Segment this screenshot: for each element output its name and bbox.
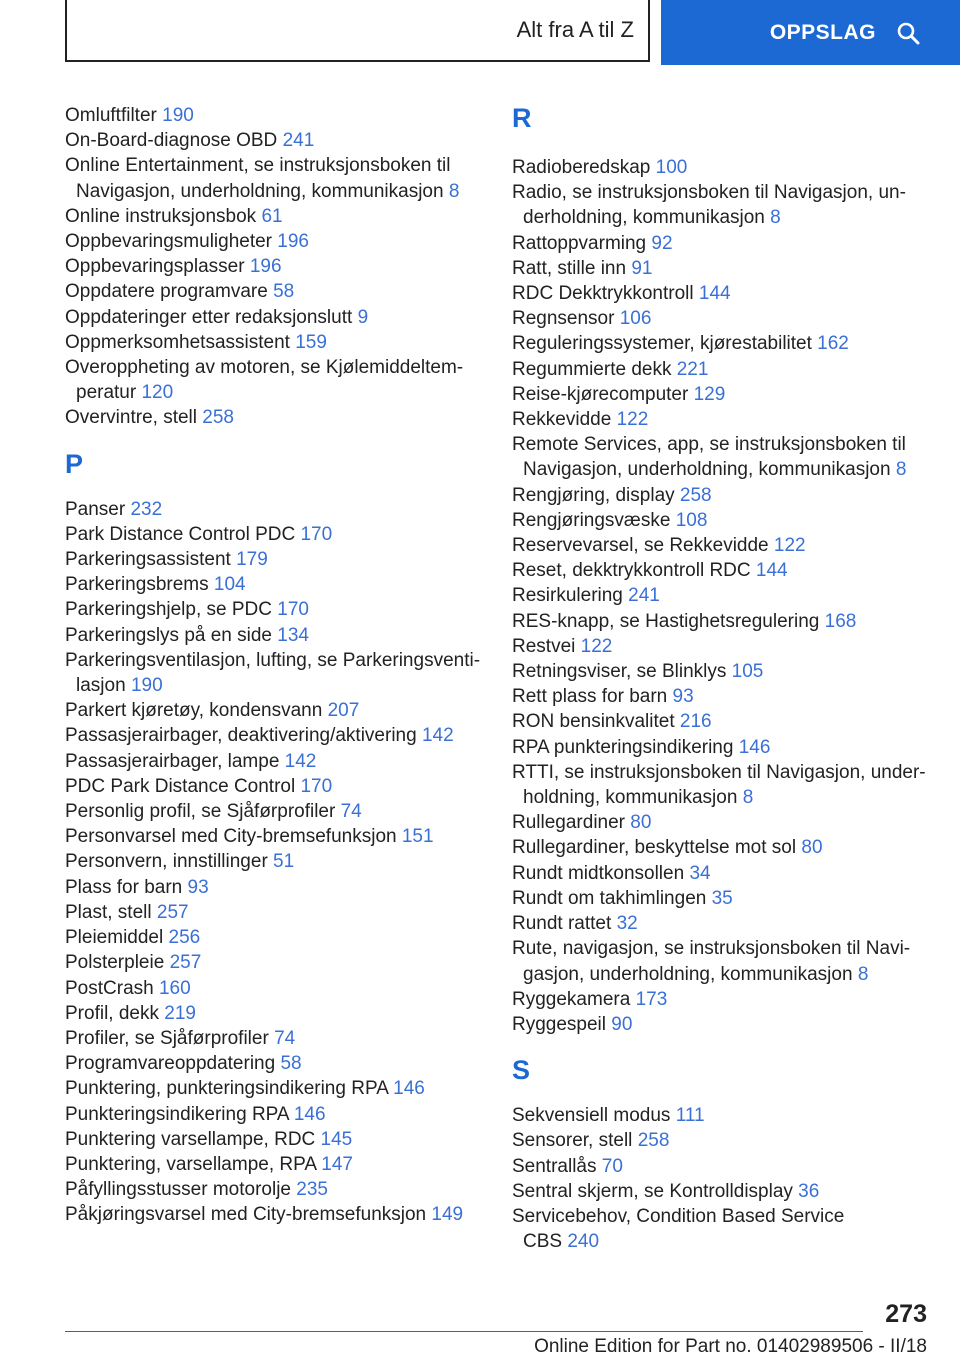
index-entry-text: Polsterpleie [65, 952, 165, 974]
index-entry-text: Radioberedskap [512, 157, 651, 178]
index-entry [65, 103, 485, 128]
index-entry-text: Oppmerksomhetsassistent [65, 331, 290, 353]
section-title: Alt fra A til Z [65, 0, 650, 62]
index-entry [65, 305, 485, 330]
index-entry-text: Profil, dekk [65, 1002, 159, 1024]
page-link[interactable]: 80 [630, 812, 652, 834]
page-link[interactable]: 258 [202, 407, 234, 429]
page-link[interactable]: 105 [731, 661, 764, 683]
index-entry [512, 231, 942, 256]
index-entry-continuation: peratur [76, 382, 137, 404]
page-link[interactable]: 240 [567, 1231, 600, 1253]
index-entry [512, 634, 942, 659]
index-entry [512, 508, 942, 533]
page-link[interactable]: 256 [168, 927, 201, 949]
index-entry [512, 609, 942, 634]
page-link[interactable]: 108 [675, 509, 708, 531]
index-entry-continuation: derholdning, kommunikasjon [523, 207, 765, 229]
page-link[interactable]: 70 [601, 1155, 623, 1177]
index-entry [65, 229, 485, 254]
page-link[interactable]: 32 [616, 913, 638, 935]
page-link[interactable]: 122 [580, 635, 613, 657]
index-entry [65, 900, 485, 925]
index-entry-text: Online instruksjonsbok [65, 205, 257, 227]
index-entry-text: Retningsviser, se Blinklys [512, 661, 727, 683]
index-entry [65, 875, 485, 900]
index-entry [512, 810, 942, 835]
index-entry [65, 925, 485, 950]
index-entry [512, 155, 942, 180]
index-entry-continuation: lasjon [76, 675, 126, 697]
index-entry-text: RON bensinkvalitet [512, 711, 675, 733]
index-entry [512, 306, 942, 331]
index-entry [65, 976, 485, 1001]
index-entry-text: Rengjøringsvæske [512, 509, 671, 531]
index-entry [512, 684, 942, 709]
index-entry [512, 533, 942, 558]
index-letter-heading: S [512, 1055, 531, 1086]
index-entry [512, 256, 942, 281]
page-link[interactable]: 258 [679, 484, 712, 506]
index-entry [65, 547, 485, 572]
page-link[interactable]: 34 [689, 862, 711, 884]
index-entry-text: Rengjøring, display [512, 484, 675, 506]
page-link[interactable]: 257 [156, 901, 189, 923]
index-entry-continuation: Navigasjon, underholdning, kommunikasjon [76, 180, 444, 202]
index-entry [512, 1204, 942, 1254]
page-link[interactable]: 146 [293, 1103, 326, 1125]
index-entry [65, 572, 485, 597]
index-letter-heading: P [65, 448, 84, 479]
page-link[interactable]: 93 [187, 876, 209, 898]
index-entry-text: Oppdateringer etter redaksjonslutt [65, 306, 353, 328]
index-entry-continuation: holdning, kommunikasjon [523, 787, 738, 809]
index-entry [65, 1202, 485, 1227]
index-entry [512, 886, 942, 911]
index-entry-text: Påkjøringsvarsel med City-bremsefunksjon [65, 1204, 427, 1226]
page-link[interactable]: 219 [164, 1002, 196, 1024]
page-link[interactable]: 196 [249, 256, 282, 278]
page-link[interactable]: 170 [300, 775, 333, 797]
index-entry-text: Rattoppvarming [512, 232, 647, 254]
index-entry [65, 1177, 485, 1202]
page-link[interactable]: 142 [421, 725, 454, 747]
index-entry-text: Rett plass for barn [512, 686, 668, 708]
index-entry-text: Sentral skjerm, se Kontrolldisplay [512, 1180, 793, 1202]
index-entry-text: Panser [65, 498, 126, 520]
index-entry-text: Regummierte dekk [512, 358, 672, 380]
page-link[interactable]: 257 [169, 952, 202, 974]
index-entry-text: Parkeringsbrems [65, 574, 209, 596]
index-entry [65, 204, 485, 229]
page-link[interactable]: 61 [261, 205, 283, 227]
page-link[interactable]: 120 [141, 382, 174, 404]
index-entry [512, 1103, 942, 1128]
page-link[interactable]: 80 [801, 837, 823, 859]
index-entry-text: Parkeringsassistent [65, 549, 231, 571]
index-entry-text: Rullegardiner [512, 812, 626, 834]
page-link[interactable]: 241 [628, 585, 660, 607]
index-entry [65, 1051, 485, 1076]
page-link[interactable]: 129 [693, 383, 726, 405]
footer-divider [65, 1331, 863, 1332]
page-link[interactable]: 91 [631, 257, 653, 279]
page-link[interactable]: 58 [273, 281, 295, 303]
index-entry-text: PostCrash [65, 977, 154, 999]
index-letter-heading: R [512, 103, 532, 133]
index-entry [512, 659, 942, 684]
index-entry-text: Resirkulering [512, 585, 623, 607]
page-link[interactable]: 111 [675, 1105, 705, 1127]
index-entry [512, 1154, 942, 1179]
page-link[interactable]: 159 [295, 331, 327, 353]
page-link[interactable]: 160 [158, 977, 191, 999]
page-link[interactable]: 8 [857, 963, 869, 985]
page-link[interactable]: 74 [340, 801, 362, 823]
page-link[interactable]: 74 [274, 1027, 296, 1049]
index-entry [65, 279, 485, 304]
index-column-left [65, 103, 485, 1228]
index-entry-text: Punktering, varsellampe, RPA [65, 1153, 316, 1175]
index-entry [512, 936, 942, 986]
page-link[interactable]: 8 [895, 459, 907, 481]
index-entry-text: Rundt rattet [512, 913, 612, 935]
index-entry [65, 1076, 485, 1101]
page-link[interactable]: 8 [448, 180, 460, 202]
edition-text: Online Edition for Part no. 01402989506 - II/18 [534, 1336, 927, 1357]
index-entry [65, 1026, 485, 1051]
index-entry-text: Rute, navigasjon, se instruksjonsboken til Navi- [512, 938, 911, 960]
page-link[interactable]: 58 [280, 1053, 302, 1075]
index-entry-text: Parkeringsventilasjon, lufting, se Parkeringsventi- [65, 649, 481, 671]
index-entry-text: On-Board-diagnose OBD [65, 130, 278, 152]
index-entry [512, 407, 942, 432]
index-entry [512, 432, 942, 482]
index-entry-text: RES-knapp, se Hastighetsregulering [512, 610, 820, 632]
index-entry-text: Rundt om takhimlingen [512, 887, 707, 909]
index-entry-text: Passasjerairbager, deaktivering/aktivering [65, 725, 417, 747]
index-entry-text: PDC Park Distance Control [65, 775, 296, 797]
page-link[interactable]: 147 [321, 1153, 353, 1175]
page-link[interactable]: 145 [320, 1128, 353, 1150]
index-entry [512, 180, 942, 230]
index-entry-text: Overvintre, stell [65, 407, 197, 429]
page-link[interactable]: 122 [773, 535, 806, 557]
index-entry-text: Reset, dekktrykkontroll RDC [512, 560, 751, 582]
index-entry [512, 382, 942, 407]
page-link[interactable]: 122 [616, 409, 649, 431]
page-link[interactable]: 190 [162, 105, 194, 126]
index-entry-continuation: Navigasjon, underholdning, kommunikasjon [523, 459, 891, 481]
page-link[interactable]: 144 [698, 283, 731, 305]
index-entry-text: Omluftfilter [65, 105, 157, 126]
index-entry-text: Reise-kjørecomputer [512, 383, 689, 405]
page-link[interactable]: 216 [679, 711, 712, 733]
index-entry-text: Punktering, punkteringsindikering RPA [65, 1078, 388, 1100]
index-entry-text: Personvarsel med City-bremsefunksjon [65, 826, 397, 848]
index-entry [512, 583, 942, 608]
index-entry [512, 709, 942, 734]
page-link[interactable]: 258 [637, 1130, 670, 1152]
index-entry-text: Punktering varsellampe, RDC [65, 1128, 316, 1150]
index-entry [65, 405, 485, 430]
page-link[interactable]: 241 [282, 130, 315, 152]
index-entry [65, 698, 485, 723]
index-entry-text: Parkert kjøretøy, kondensvann [65, 700, 323, 722]
index-entry [512, 987, 942, 1012]
index-entry-text: Sekvensiell modus [512, 1105, 671, 1127]
index-entry-text: Parkeringslys på en side [65, 624, 272, 646]
index-entry [65, 723, 485, 748]
index-entry-text: Påfyllingsstusser motorolje [65, 1179, 291, 1201]
page-link[interactable]: 235 [296, 1179, 328, 1201]
index-entry-text: Oppbevaringsmuligheter [65, 231, 273, 253]
page-link[interactable]: 170 [277, 599, 309, 621]
index-entry-text: Reguleringssystemer, kjørestabilitet [512, 333, 812, 355]
index-entry [512, 861, 942, 886]
page-link[interactable]: 104 [213, 574, 246, 596]
index-entry-text: RPA punkteringsindikering [512, 736, 734, 758]
page-link[interactable]: 134 [277, 624, 309, 646]
index-entry-text: Rundt midtkonsollen [512, 862, 685, 884]
page-link[interactable]: 196 [277, 231, 309, 253]
index-entry [65, 623, 485, 648]
index-entry-continuation: CBS [523, 1231, 563, 1253]
index-entry-text: Punkteringsindikering RPA [65, 1103, 289, 1125]
index-entry [65, 497, 485, 522]
index-entry-text: Rekkevidde [512, 409, 612, 431]
index-entry-text: Oppdatere programvare [65, 281, 268, 303]
index-entry [65, 1102, 485, 1127]
search-icon[interactable] [896, 21, 920, 45]
index-entry [65, 849, 485, 874]
index-entry [512, 1012, 942, 1037]
index-entry-text: Sensorer, stell [512, 1130, 633, 1152]
index-entry-text: RTTI, se instruksjonsboken til Navigasjon, under- [512, 761, 926, 783]
page-link[interactable]: 35 [711, 887, 733, 909]
index-entry [65, 1001, 485, 1026]
index-entry-text: RDC Dekktrykkontroll [512, 283, 694, 305]
index-entry-text: Park Distance Control PDC [65, 523, 296, 545]
index-entry-text: Parkeringshjelp, se PDC [65, 599, 272, 621]
index-entry-text: Regnsensor [512, 308, 615, 330]
page-link[interactable]: 190 [130, 675, 163, 697]
page-link[interactable]: 173 [635, 988, 668, 1010]
index-entry-text: Personlig profil, se Sjåførprofiler [65, 801, 336, 823]
index-entry [512, 760, 942, 810]
index-entry [512, 558, 942, 583]
page-link[interactable]: 90 [611, 1013, 633, 1035]
index-entry-text: Radio, se instruksjonsboken til Navigasjon, un- [512, 182, 906, 204]
page-link[interactable]: 9 [357, 306, 369, 328]
index-entry-text: Overoppheting av motoren, se Kjølemiddeltem- [65, 357, 464, 379]
index-entry [512, 357, 942, 382]
index-entry [65, 254, 485, 279]
page-link[interactable]: 51 [273, 851, 295, 873]
page-link[interactable]: 207 [327, 700, 360, 722]
index-entry-text: Sentrallås [512, 1155, 597, 1177]
index-entry [512, 835, 942, 860]
page-link[interactable]: 146 [738, 736, 771, 758]
index-entry-text: Oppbevaringsplasser [65, 256, 245, 278]
page-link[interactable]: 93 [672, 686, 694, 708]
index-entry [512, 911, 942, 936]
index-entry [512, 1128, 942, 1153]
page-link[interactable]: 8 [770, 207, 781, 229]
page-link[interactable]: 8 [742, 787, 754, 809]
index-entry-text: Ryggespeil [512, 1013, 606, 1035]
page-link[interactable]: 144 [755, 560, 788, 582]
index-entry [512, 281, 942, 306]
index-entry [65, 153, 485, 203]
index-entry [65, 648, 485, 698]
page-link[interactable]: 168 [824, 610, 857, 632]
index-entry-text: Servicebehov, Condition Based Service [512, 1205, 845, 1227]
index-entry [65, 749, 485, 774]
index-entry [65, 950, 485, 975]
page-link[interactable]: 92 [651, 232, 673, 254]
index-entry [65, 355, 485, 405]
index-entry-text: Remote Services, app, se instruksjonsboken til [512, 434, 906, 456]
page-number: 273 [885, 1300, 927, 1328]
page-link[interactable]: 221 [676, 358, 709, 380]
index-entry-continuation: gasjon, underholdning, kommunikasjon [523, 963, 853, 985]
index-entry-text: Profiler, se Sjåførprofiler [65, 1027, 269, 1049]
index-entry-text: Ratt, stille inn [512, 257, 627, 279]
index-entry-text: Programvareoppdatering [65, 1053, 276, 1075]
index-entry-text: Restvei [512, 635, 576, 657]
page-link[interactable]: 149 [431, 1204, 464, 1226]
index-entry [65, 1152, 485, 1177]
index-entry [512, 1179, 942, 1204]
index-entry [65, 774, 485, 799]
index-entry [65, 597, 485, 622]
index-entry-text: Passasjerairbager, lampe [65, 750, 280, 772]
index-entry [65, 330, 485, 355]
index-entry-text: Plast, stell [65, 901, 152, 923]
index-entry [512, 483, 942, 508]
index-entry [65, 522, 485, 547]
page-link[interactable]: 142 [284, 750, 317, 772]
index-entry [65, 799, 485, 824]
index-column-right [512, 103, 942, 1254]
index-entry [512, 331, 942, 356]
index-entry-text: Personvern, innstillinger [65, 851, 268, 873]
index-entry [65, 1127, 485, 1152]
index-entry-text: Reservevarsel, se Rekkevidde [512, 535, 769, 557]
page-link[interactable]: 36 [798, 1180, 820, 1202]
index-entry-text: Plass for barn [65, 876, 183, 898]
page-header [0, 0, 960, 66]
page-link[interactable]: 232 [130, 498, 163, 520]
page-link[interactable]: 162 [817, 333, 849, 355]
page-link[interactable]: 100 [655, 157, 688, 178]
page-link[interactable]: 106 [619, 308, 652, 330]
index-entry [65, 824, 485, 849]
index-entry-text: Pleiemiddel [65, 927, 164, 949]
index-entry-text: Online Entertainment, se instruksjonsboken til [65, 155, 451, 177]
index-entry-text: Ryggekamera [512, 988, 631, 1010]
page-link[interactable]: 151 [401, 826, 434, 848]
page-link[interactable]: 179 [236, 549, 268, 571]
lookup-tab-label: OPPSLAG [769, 20, 876, 44]
lookup-tab[interactable] [661, 0, 960, 65]
index-entry [512, 735, 942, 760]
page-link[interactable]: 170 [300, 523, 333, 545]
index-entry-text: Rullegardiner, beskyttelse mot sol [512, 837, 797, 859]
index-entry [65, 128, 485, 153]
page-link[interactable]: 146 [393, 1078, 425, 1100]
